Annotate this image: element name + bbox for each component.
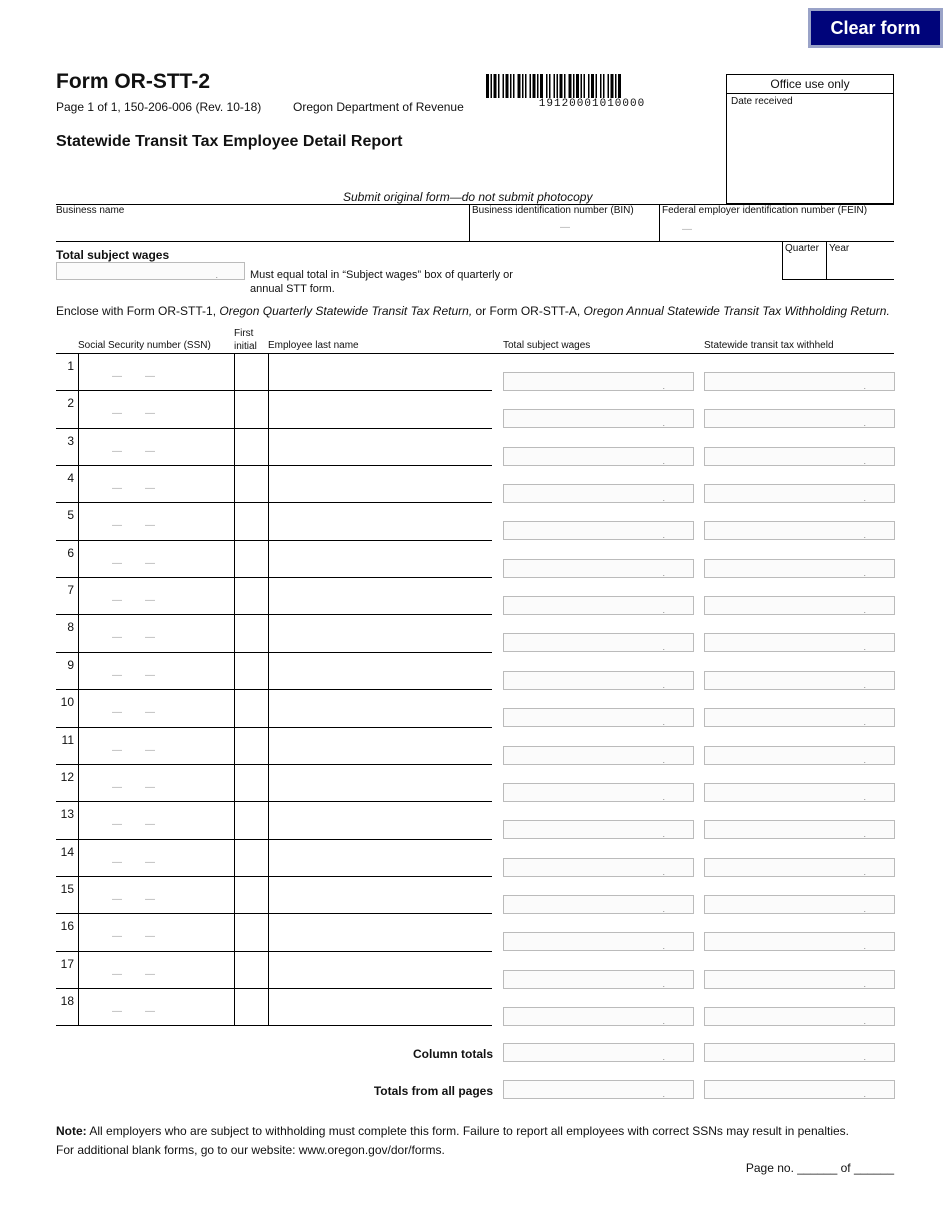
last-name-field[interactable]: [269, 391, 491, 426]
wages-input[interactable]: .: [503, 447, 694, 466]
first-initial-field[interactable]: [235, 541, 267, 576]
enclose-text-1: Enclose with Form OR-STT-1,: [56, 304, 220, 318]
row-number: 11: [61, 733, 74, 747]
last-name-field[interactable]: [269, 952, 491, 987]
first-initial-field[interactable]: [235, 354, 267, 389]
last-name-field[interactable]: [269, 877, 491, 912]
ssn-field[interactable]: — —: [112, 969, 155, 980]
must-equal-line1: Must equal total in “Subject wages” box of quarterly or: [250, 269, 513, 281]
bin-label: Business identification number (BIN): [472, 205, 634, 216]
last-name-field[interactable]: [269, 354, 491, 389]
ssn-field[interactable]: — —: [112, 782, 155, 793]
withheld-input[interactable]: .: [704, 1007, 895, 1026]
first-initial-header-line2: initial: [234, 341, 257, 352]
last-name-field[interactable]: [269, 503, 491, 538]
withheld-input[interactable]: .: [704, 858, 895, 877]
ssn-field[interactable]: — —: [112, 670, 155, 681]
last-name-field[interactable]: [269, 429, 491, 464]
fein-field[interactable]: —: [682, 224, 692, 235]
ssn-field[interactable]: — —: [112, 408, 155, 419]
totals-all-pages-wages-input[interactable]: .: [503, 1080, 694, 1099]
enclose-italic-1: Oregon Quarterly Statewide Transit Tax Return,: [219, 304, 473, 318]
enclose-italic-2: Oregon Annual Statewide Transit Tax Withholding Return.: [583, 304, 890, 318]
withheld-input[interactable]: .: [704, 970, 895, 989]
first-initial-field[interactable]: [235, 653, 267, 688]
withheld-input[interactable]: .: [704, 820, 895, 839]
last-name-field[interactable]: [269, 653, 491, 688]
office-use-box: [726, 74, 894, 204]
submit-note: Submit original form—do not submit photocopy: [343, 190, 593, 204]
last-name-field[interactable]: [269, 466, 491, 501]
withheld-input[interactable]: .: [704, 596, 895, 615]
withheld-input[interactable]: .: [704, 409, 895, 428]
first-initial-field[interactable]: [235, 840, 267, 875]
row-number: 13: [60, 807, 74, 821]
must-equal-line2: annual STT form.: [250, 283, 335, 295]
note: [56, 1124, 849, 1138]
first-initial-field[interactable]: [235, 952, 267, 987]
business-name-field[interactable]: [56, 216, 466, 240]
report-title: Statewide Transit Tax Employee Detail Report: [56, 133, 403, 150]
ssn-field[interactable]: — —: [112, 632, 155, 643]
row-number: 2: [67, 396, 74, 410]
wages-input[interactable]: .: [503, 783, 694, 802]
last-name-column-header: Employee last name: [268, 340, 359, 351]
totals-all-pages-label: Totals from all pages: [373, 1084, 493, 1098]
ssn-column-header: Social Security number (SSN): [78, 340, 211, 351]
quarter-field[interactable]: [784, 256, 824, 278]
withheld-input[interactable]: .: [704, 708, 895, 727]
total-subject-wages-input[interactable]: .: [56, 262, 245, 280]
first-initial-field[interactable]: [235, 578, 267, 613]
fein-label: Federal employer identification number (FEIN): [662, 205, 868, 216]
office-use-header: Office use only: [727, 75, 893, 94]
must-equal-note: [250, 268, 513, 296]
row-number: 6: [67, 546, 74, 560]
first-initial-field[interactable]: [235, 877, 267, 912]
note-bold: Note:: [56, 1124, 87, 1138]
first-initial-field[interactable]: [235, 615, 267, 650]
page-number: Page no. ______ of ______: [745, 1161, 894, 1175]
department: Oregon Department of Revenue: [293, 100, 464, 114]
column-totals-label: Column totals: [413, 1047, 493, 1061]
withheld-input[interactable]: .: [704, 746, 895, 765]
row-number: 10: [60, 695, 74, 709]
withheld-input[interactable]: .: [704, 447, 895, 466]
withheld-column-header: Statewide transit tax withheld: [704, 340, 834, 351]
withheld-input[interactable]: .: [704, 671, 895, 690]
wages-input[interactable]: .: [503, 409, 694, 428]
ssn-field[interactable]: — —: [112, 446, 155, 457]
wages-input[interactable]: .: [503, 895, 694, 914]
first-initial-field[interactable]: [235, 503, 267, 538]
page-info: Page 1 of 1, 150-206-006 (Rev. 10-18): [56, 100, 262, 114]
last-name-field[interactable]: [269, 914, 491, 949]
first-initial-field[interactable]: [235, 802, 267, 837]
barcode-number: 19120001010000: [538, 98, 646, 110]
wages-input[interactable]: .: [503, 1007, 694, 1026]
wages-input[interactable]: .: [503, 521, 694, 540]
row-number: 14: [60, 845, 74, 859]
row-number: 16: [60, 919, 74, 933]
ssn-field[interactable]: — —: [112, 371, 155, 382]
barcode: [486, 74, 698, 98]
last-name-field[interactable]: [269, 690, 491, 725]
withheld-input[interactable]: .: [704, 895, 895, 914]
ssn-field[interactable]: — —: [112, 558, 155, 569]
note-website: For additional blank forms, go to our website: www.oregon.gov/dor/forms.: [56, 1143, 445, 1157]
ssn-field[interactable]: — —: [112, 857, 155, 868]
first-initial-field[interactable]: [235, 765, 267, 800]
note-text: All employers who are subject to withholding must complete this form. Failure to report all employees with correct SSNs may result in penalties.: [86, 1124, 849, 1138]
row-number: 18: [60, 994, 74, 1008]
first-initial-field[interactable]: [235, 914, 267, 949]
row-number: 17: [60, 957, 74, 971]
first-initial-field[interactable]: [235, 429, 267, 464]
ssn-field[interactable]: — —: [112, 1006, 155, 1017]
last-name-field[interactable]: [269, 802, 491, 837]
withheld-input[interactable]: .: [704, 932, 895, 951]
last-name-field[interactable]: [269, 765, 491, 800]
row-number: 12: [60, 770, 74, 784]
quarter-label: Quarter: [785, 243, 819, 254]
column-totals-wages-input[interactable]: .: [503, 1043, 694, 1062]
withheld-input[interactable]: .: [704, 484, 895, 503]
ssn-field[interactable]: — —: [112, 483, 155, 494]
totals-all-pages-withheld-input[interactable]: .: [704, 1080, 895, 1099]
first-initial-column-header: [234, 327, 257, 353]
first-initial-field[interactable]: [235, 989, 267, 1024]
last-name-field[interactable]: [269, 578, 491, 613]
ssn-field[interactable]: — —: [112, 520, 155, 531]
first-initial-field[interactable]: [235, 690, 267, 725]
year-label: Year: [829, 243, 850, 254]
wages-input[interactable]: .: [503, 559, 694, 578]
first-initial-header-line1: First: [234, 328, 254, 339]
row-number: 9: [67, 658, 74, 672]
last-name-field[interactable]: [269, 615, 491, 650]
clear-form-button[interactable]: Clear form: [808, 8, 943, 48]
row-number: 7: [67, 583, 74, 597]
row-number: 4: [67, 471, 74, 485]
bin-field[interactable]: —: [560, 222, 570, 233]
row-number: 15: [60, 882, 74, 896]
wages-input[interactable]: .: [503, 596, 694, 615]
first-initial-field[interactable]: [235, 391, 267, 426]
wages-input[interactable]: .: [503, 671, 694, 690]
total-subject-wages-label: Total subject wages: [56, 248, 170, 262]
wages-input[interactable]: .: [503, 746, 694, 765]
wages-column-header: Total subject wages: [503, 340, 591, 351]
wages-input[interactable]: .: [503, 708, 694, 727]
wages-input[interactable]: .: [503, 970, 694, 989]
withheld-input[interactable]: .: [704, 372, 895, 391]
row-number: 1: [67, 359, 74, 373]
withheld-input[interactable]: .: [704, 559, 895, 578]
ssn-field[interactable]: — —: [112, 931, 155, 942]
row-number: 3: [67, 434, 74, 448]
ssn-field[interactable]: — —: [112, 595, 155, 606]
column-totals-withheld-input[interactable]: .: [704, 1043, 895, 1062]
withheld-input[interactable]: .: [704, 521, 895, 540]
date-received-label: Date received: [731, 96, 793, 107]
wages-input[interactable]: .: [503, 372, 694, 391]
wages-input[interactable]: .: [503, 633, 694, 652]
first-initial-field[interactable]: [235, 466, 267, 501]
wages-input[interactable]: .: [503, 932, 694, 951]
year-field[interactable]: [829, 256, 892, 278]
last-name-field[interactable]: [269, 728, 491, 763]
row-number: 8: [67, 620, 74, 634]
withheld-input[interactable]: .: [704, 633, 895, 652]
wages-input[interactable]: .: [503, 858, 694, 877]
last-name-field[interactable]: [269, 840, 491, 875]
last-name-field[interactable]: [269, 989, 491, 1024]
wages-input[interactable]: .: [503, 820, 694, 839]
enclose-instruction: [56, 304, 890, 318]
wages-input[interactable]: .: [503, 484, 694, 503]
ssn-field[interactable]: — —: [112, 894, 155, 905]
ssn-field[interactable]: — —: [112, 819, 155, 830]
ssn-field[interactable]: — —: [112, 707, 155, 718]
business-name-label: Business name: [56, 205, 125, 216]
enclose-text-2: or Form OR-STT-A,: [472, 304, 584, 318]
withheld-input[interactable]: .: [704, 783, 895, 802]
first-initial-field[interactable]: [235, 728, 267, 763]
last-name-field[interactable]: [269, 541, 491, 576]
form-title: Form OR-STT-2: [56, 70, 211, 93]
row-number: 5: [67, 508, 74, 522]
ssn-field[interactable]: — —: [112, 745, 155, 756]
